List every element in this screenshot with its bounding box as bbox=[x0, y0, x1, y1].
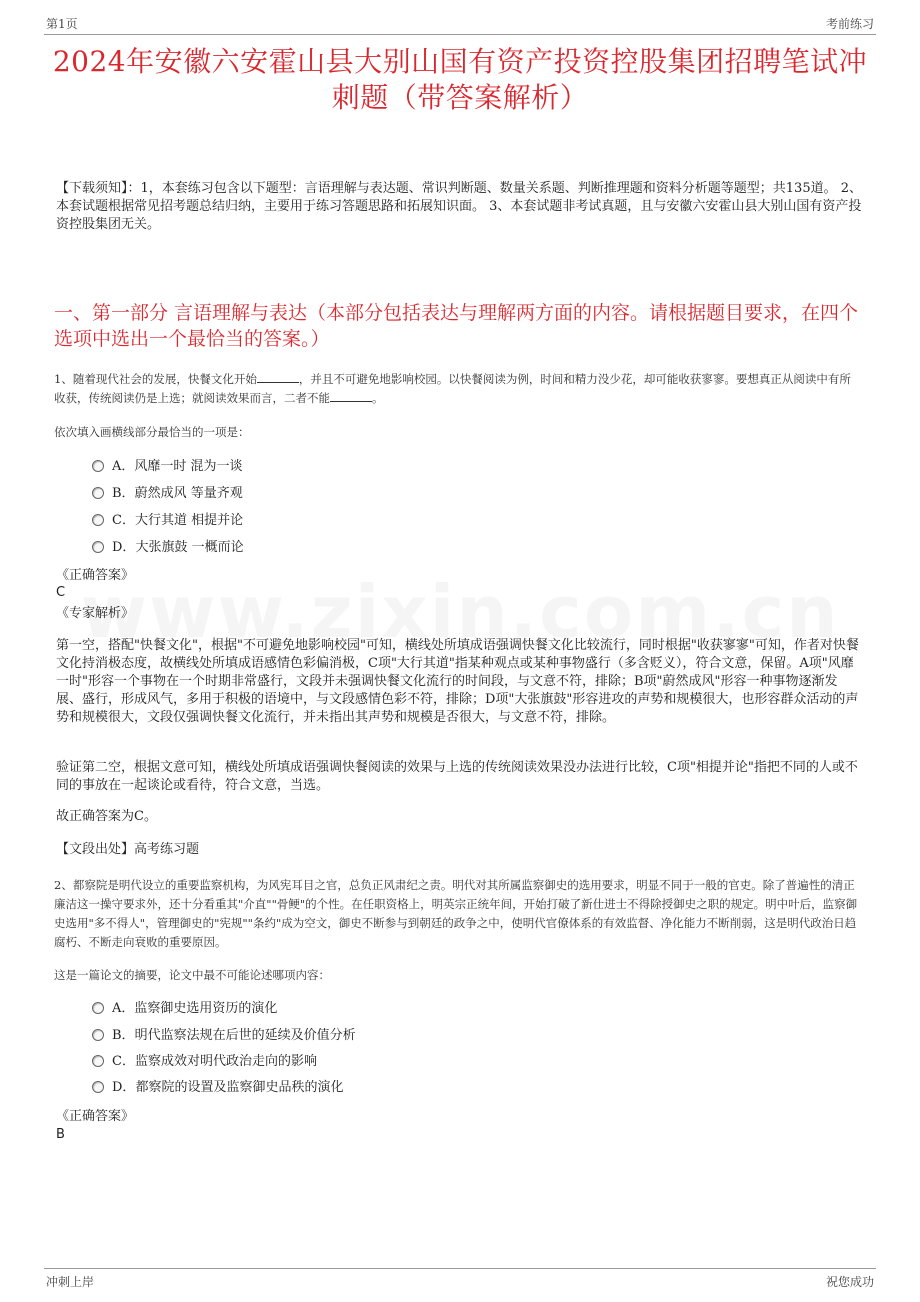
section-heading: 一、第一部分 言语理解与表达（本部分包括表达与理解两方面的内容。请根据题目要求，在四个选项中选出一个最恰当的答案。） bbox=[54, 302, 859, 350]
radio-button-icon[interactable] bbox=[92, 514, 104, 526]
question-1-answer: C bbox=[56, 585, 66, 600]
question-1-option-c[interactable]: C．大行其道 相提并论 bbox=[92, 511, 243, 531]
question-1-analysis-paragraph-2: 验证第二空，根据文意可知，横线处所填成语强调快餐阅读的效果与上选的传统阅读效果没办法进行比较，C项"相提并论"指把不同的人或不同的事放在一起谈论或看待，符合文意，当选。 bbox=[56, 760, 858, 793]
question-1-prompt: 依次填入画横线部分最恰当的一项是： bbox=[54, 425, 250, 439]
blank-line bbox=[257, 370, 299, 383]
question-2-prompt: 这是一篇论文的摘要，论文中最不可能论述哪项内容： bbox=[54, 968, 330, 982]
question-2-answer: B bbox=[56, 1127, 65, 1142]
footer-left-text: 冲刺上岸 bbox=[46, 1275, 95, 1289]
download-notice: 【下载须知】：1，本套练习包含以下题型：言语理解与表达题、常识判断题、数量关系题、判断推理题和资料分析题等题型；共135道。 2、本套试题根据常见招考题总结归纳，主要用于练习答题思路和拓展知识面。 3、本套试题非考试真题，且与安徽六安霍山县大别山国有资产投资控股集团无关。 bbox=[56, 181, 862, 232]
document-title: 2024年安徽六安霍山县大别山国有资产投资控股集团招聘笔试冲刺题（带答案解析） bbox=[52, 45, 868, 114]
question-2-option-a[interactable]: A．监察御史选用资历的演化 bbox=[92, 999, 277, 1019]
radio-button-icon[interactable] bbox=[92, 541, 104, 553]
question-1-answer-label: 《正确答案》 bbox=[56, 568, 135, 583]
radio-button-icon[interactable] bbox=[92, 1029, 104, 1041]
radio-button-icon[interactable] bbox=[92, 1081, 104, 1093]
question-2-text: 2、都察院是明代设立的重要监察机构，为风宪耳目之官，总负正风肃纪之责。明代对其所属监察御史的选用要求，明显不同于一般的官吏。除了普遍性的清正廉洁这一操守要求外，还十分看重其"介直""骨鲠"的个性。在任职资格上，明英宗正统年间，开始打破了新仕进士不得除授御史之职的规定。明中叶后，监察御史选用"多不得人"，管理御史的"宪规""条约"成为空文，御史不断参与到朝廷的政争之中，使明代官僚体系的有效监督、净化能力不断削弱，这是明代政治日趋腐朽、不断走向衰败的重要原因。 bbox=[54, 878, 858, 949]
header-category: 考前练习 bbox=[825, 17, 874, 31]
question-1-option-a[interactable]: A．风靡一时 混为一谈 bbox=[92, 457, 243, 477]
page-footer bbox=[44, 1268, 876, 1291]
question-1-analysis-paragraph-1: 第一空，搭配"快餐文化"，根据"不可避免地影响校园"可知，横线处所填成语强调快餐文化比较流行，同时根据"收获寥寥"可知，作者对快餐文化持消极态度，故横线处所填成语感情色彩偏消极，C项"大行其道"指某种观点或某种事物盛行（多含贬义），符合文意，保留。A项"风靡一时"形容一个事物在一个时期非常盛行，文段并未强调快餐文化流行的时间段，与文意不符，排除；B项"蔚然成风"形容一种事物逐渐发展、盛行，形成风气，多用于积极的语境中，与文段感情色彩不符，排除；D项"大张旗鼓"形容进攻的声势和规模很大，也形容群众活动的声势和规模很大，文段仅强调快餐文化流行，并未指出其声势和规模是否很大，与文意不符，排除。 bbox=[56, 638, 859, 725]
question-1-option-b[interactable]: B．蔚然成风 等量齐观 bbox=[92, 484, 243, 504]
radio-button-icon[interactable] bbox=[92, 487, 104, 499]
question-1-analysis-paragraph-3: 故正确答案为C。 bbox=[56, 809, 157, 824]
footer-right-text: 祝您成功 bbox=[825, 1275, 874, 1289]
radio-button-icon[interactable] bbox=[92, 460, 104, 472]
question-2-answer-label: 《正确答案》 bbox=[56, 1109, 135, 1124]
question-1-option-d[interactable]: D．大张旗鼓 一概而论 bbox=[92, 538, 244, 558]
question-2-option-d[interactable]: D．都察院的设置及监察御史品秩的演化 bbox=[92, 1078, 343, 1098]
question-2-option-b[interactable]: B．明代监察法规在后世的延续及价值分析 bbox=[92, 1026, 356, 1046]
question-1-analysis-label: 《专家解析》 bbox=[56, 606, 135, 621]
radio-button-icon[interactable] bbox=[92, 1002, 104, 1014]
page-number: 第1页 bbox=[46, 17, 78, 31]
question-1-text: 1、随着现代社会的发展，快餐文化开始 ，并且不可避免地影响校园。以快餐阅读为例，时间和精力没少花，却可能收获寥寥。要想真正从阅读中有所收获，传统阅读仍是上选；就阅读效果而言，二者不能 。 bbox=[54, 372, 851, 405]
question-2-option-c[interactable]: C．监察成效对明代政治走向的影响 bbox=[92, 1052, 317, 1072]
page-header bbox=[44, 12, 876, 35]
blank-line bbox=[330, 389, 372, 402]
question-1-source: 【文段出处】高考练习题 bbox=[56, 842, 200, 857]
radio-button-icon[interactable] bbox=[92, 1055, 104, 1067]
